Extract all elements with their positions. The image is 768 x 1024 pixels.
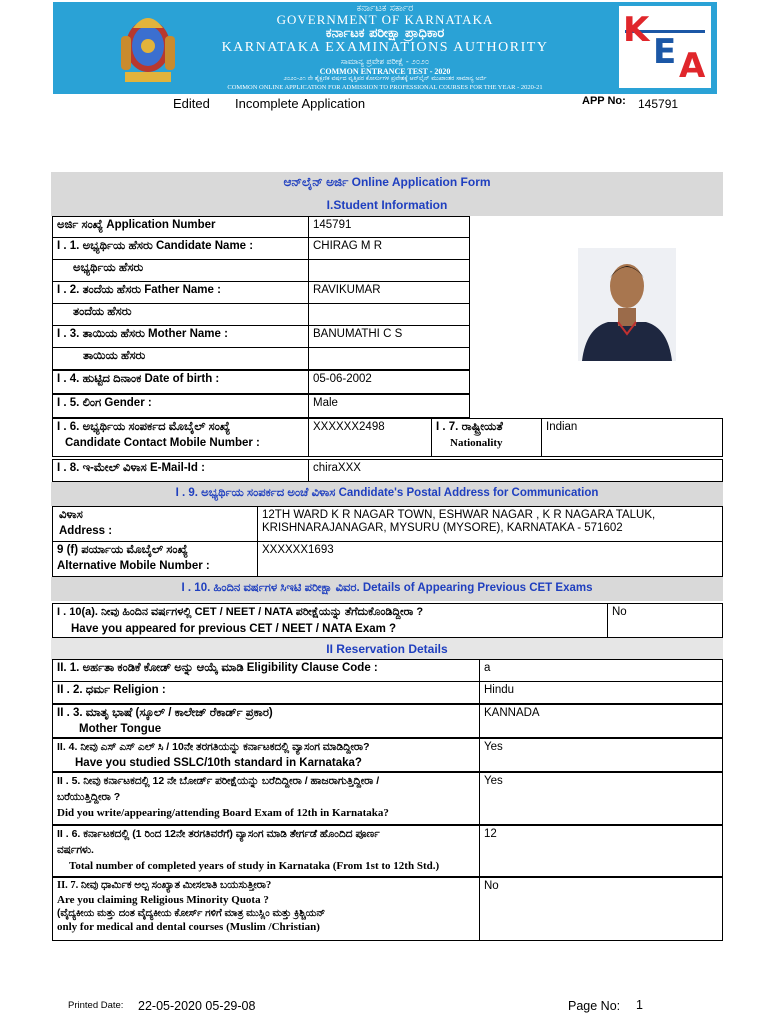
mother-tongue-label: II . 3. ಮಾತೃ ಭಾಷೆ (ಸ್ಕೂಲ್ / ಕಾಲೇಜ್ ರೆಕಾರ್ಡ್ ಪ್ರಕಾರ) Mother Tongue xyxy=(52,704,480,738)
religion-label: II . 2. ಧರ್ಮ Religion : xyxy=(52,681,480,704)
edited-status: Edited xyxy=(173,96,210,111)
address-label: ವಿಳಾಸ Address : xyxy=(52,506,258,542)
mother-name-label: I . 3. ತಾಯಿಯ ಹೆಸರು Mother Name : xyxy=(52,325,309,348)
header-en-long: COMMON ONLINE APPLICATION FOR ADMISSION TO PROFESSIONAL COURSES FOR THE YEAR - 2020-21 xyxy=(227,84,543,91)
father-name-kn-value xyxy=(308,303,470,326)
printed-date-label: Printed Date: xyxy=(68,1000,124,1011)
board-exam-label: II . 5. ನೀವು ಕರ್ನಾಟಕದಲ್ಲಿ 12 ನೇ ಬೋರ್ಡ್ ಪರೀಕ್ಷೆಯನ್ನು ಬರೆದಿದ್ದೀರಾ / ಹಾಜರಾಗುತ್ತಿದ್ದೀರಾ / ಬರೆಯುತ್ತಿದ್ದೀರಾ ? Did you write/appearing/attending Board Exam of 12th in Karnataka? xyxy=(52,772,480,825)
app-number-value: 145791 xyxy=(308,216,470,238)
dob-label: I . 4. ಹುಟ್ಟಿದ ದಿನಾಂಕ Date of birth : xyxy=(52,370,309,394)
mother-tongue-value: KANNADA xyxy=(479,704,723,738)
printed-date-value: 22-05-2020 05-29-08 xyxy=(138,999,256,1013)
board-exam-value: Yes xyxy=(479,772,723,825)
postal-section-title: I . 9. ಅಭ್ಯರ್ಥಿಯ ಸಂಪರ್ಕದ ಅಂಚೆ ವಿಳಾಸ Candidate's Postal Address for Communication xyxy=(51,482,723,506)
eligibility-label: II. 1. ಅರ್ಹತಾ ಕಂಡಿಕೆ ಕೋಡ್ ಅನ್ನು ಆಯ್ಕೆ ಮಾಡಿ Eligibility Clause Code : xyxy=(52,659,480,682)
candidate-name-value: CHIRAG M R xyxy=(308,237,470,260)
gender-value: Male xyxy=(308,394,470,418)
header-en-government: GOVERNMENT OF KARNATAKA xyxy=(276,12,494,27)
nationality-label: I . 7. ರಾಷ್ಟ್ರೀಯತೆ Nationality xyxy=(431,418,542,457)
email-value: chiraXXX xyxy=(308,459,723,482)
kea-logo-a: A xyxy=(679,46,706,86)
years-study-value: 12 xyxy=(479,825,723,877)
header-kn-government: ಕರ್ನಾಟಕ ಸರ್ಕಾರ xyxy=(356,3,414,14)
alt-mobile-value: XXXXXX1693 xyxy=(257,541,723,577)
prev-cet-section-title: I . 10. ಹಿಂದಿನ ವರ್ಷಗಳ ಸಿಇಟಿ ಪರೀಕ್ಷಾ ವಿವರ. Details of Appearing Previous CET Exams xyxy=(51,577,723,601)
alt-mobile-label: 9 (f) ಪರ್ಯಾಯ ಮೊಬೈಲ್ ಸಂಖ್ಯೆ Alternative Mobile Number : xyxy=(52,541,258,577)
sslc-label: II. 4. ನೀವು ಎಸ್ ಎಸ್ ಎಲ್ ಸಿ / 10ನೇ ತರಗತಿಯನ್ನು ಕರ್ನಾಟಕದಲ್ಲಿ ವ್ಯಾಸಂಗ ಮಾಡಿದ್ದೀರಾ? Have you studied SSLC/10th standard in Karnataka? xyxy=(52,738,480,772)
student-section-title: I.Student Information xyxy=(51,194,723,216)
father-name-kn-label: ತಂದೆಯ ಹೆಸರು xyxy=(52,303,309,326)
minority-label: II. 7. ನೀವು ಧಾರ್ಮಿಕ ಅಲ್ಪ ಸಂಖ್ಯಾತ ಮೀಸಲಾತಿ ಬಯಸುತ್ತೀರಾ? Are you claiming Religious Minority Quota ? (ವೈದ್ಯಕೀಯ ಮತ್ತು ದಂತ ವೈದ್ಯಕೀಯ ಕೋರ್ಸ್ ಗಳಿಗೆ ಮಾತ್ರ ಮುಸ್ಲಿಂ ಮತ್ತು ಕ್ರಿಶ್ಚಿಯನ್ only for medical and dental courses (Muslim /Christian) xyxy=(52,877,480,941)
gender-label: I . 5. ಲಿಂಗ Gender : xyxy=(52,394,309,418)
eligibility-value: a xyxy=(479,659,723,682)
header-kn-long: ೨೦೨೦-೨೧ ನೇ ಶೈಕ್ಷಣಿಕ ವರ್ಷದ ವೃತ್ತಿಪರ ಕೋರ್ಸುಗಳ ಪ್ರವೇಶಕ್ಕೆ ಆನ್‌ಲೈನ್ ಮುಖಾಂತರ ಸಾಮಾನ್ಯ ಅರ್ಜಿ xyxy=(283,75,487,82)
header-banner xyxy=(53,2,717,94)
app-no-label: APP No: xyxy=(582,95,626,107)
kea-logo-k: K xyxy=(623,10,650,50)
page-no-label: Page No: xyxy=(568,999,621,1013)
header-en-cet: COMMON ENTRANCE TEST - 2020 xyxy=(319,67,451,76)
years-study-label: II . 6. ಕರ್ನಾಟಕದಲ್ಲಿ (1 ರಿಂದ 12ನೇ ತರಗತಿವರೆಗೆ) ವ್ಯಾಸಂಗ ಮಾಡಿ ತೇರ್ಗಡೆ ಹೊಂದಿದ ಪೂರ್ಣ ವರ್ಷಗಳು. Total number of completed years of study in Karnataka (From 1st to 12th Std.) xyxy=(52,825,480,877)
dob-value: 05-06-2002 xyxy=(308,370,470,394)
prev-cet-label: I . 10(a). ನೀವು ಹಿಂದಿನ ವರ್ಷಗಳಲ್ಲಿ CET / NEET / NATA ಪರೀಕ್ಷೆಯನ್ನು ತೆಗೆದುಕೊಂಡಿದ್ದೀರಾ ? Have you appeared for previous CET / NEET / NATA Exam ? xyxy=(52,603,608,638)
religion-value: Hindu xyxy=(479,681,723,704)
candidate-photo xyxy=(578,248,676,361)
candidate-name-kn-value xyxy=(308,259,470,282)
mother-name-kn-label: ತಾಯಿಯ ಹೆಸರು xyxy=(52,347,309,370)
page-no-value: 1 xyxy=(636,998,643,1012)
nationality-value: Indian xyxy=(541,418,723,457)
address-value: 12TH WARD K R NAGAR TOWN, ESHWAR NAGAR , K R NAGARA TALUK, KRISHNARAJANAGAR, MYSURU (MYSORE), KARNATAKA - 571602 xyxy=(257,506,723,542)
app-no-value: 145791 xyxy=(638,97,679,111)
app-number-label: ಅರ್ಜಿ ಸಂಖ್ಯೆ Application Number xyxy=(52,216,309,238)
mother-name-kn-value xyxy=(308,347,470,370)
mother-name-value: BANUMATHI C S xyxy=(308,325,470,348)
father-name-value: RAVIKUMAR xyxy=(308,281,470,304)
candidate-name-kn-label: ಅಭ್ಯರ್ಥಿಯ ಹೆಸರು xyxy=(52,259,309,282)
kea-logo-e: E xyxy=(653,32,677,72)
mobile-label: I . 6. ಅಭ್ಯರ್ಥಿಯ ಸಂಪರ್ಕದ ಮೊಬೈಲ್ ಸಂಖ್ಯೆ Candidate Contact Mobile Number : xyxy=(52,418,432,457)
mobile-value: XXXXXX2498 xyxy=(308,418,432,457)
reservation-section-title: II Reservation Details xyxy=(51,638,723,660)
father-name-label: I . 2. ತಂದೆಯ ಹೆಸರು Father Name : xyxy=(52,281,309,304)
prev-cet-value: No xyxy=(607,603,723,638)
header-kn-authority: ಕರ್ನಾಟಕ ಪರೀಕ್ಷಾ ಪ್ರಾಧಿಕಾರ xyxy=(325,26,445,41)
email-label: I . 8. ಇ-ಮೇಲ್ ವಿಳಾಸ E-Mail-Id : xyxy=(52,459,309,482)
header-kn-cet: ಸಾಮಾನ್ಯ ಪ್ರವೇಶ ಪರೀಕ್ಷೆ - ೨೦೨೦ xyxy=(340,57,430,66)
candidate-name-label: I . 1. ಅಭ್ಯರ್ಥಿಯ ಹೆಸರು Candidate Name : xyxy=(52,237,309,260)
kea-logo xyxy=(619,6,711,88)
form-title: ಆನ್‌ಲೈನ್ ಅರ್ಜಿ Online Application Form xyxy=(51,172,723,194)
header-en-authority: KARNATAKA EXAMINATIONS AUTHORITY xyxy=(221,40,549,55)
sslc-value: Yes xyxy=(479,738,723,772)
incomplete-status: Incomplete Application xyxy=(235,96,366,111)
minority-value: No xyxy=(479,877,723,941)
